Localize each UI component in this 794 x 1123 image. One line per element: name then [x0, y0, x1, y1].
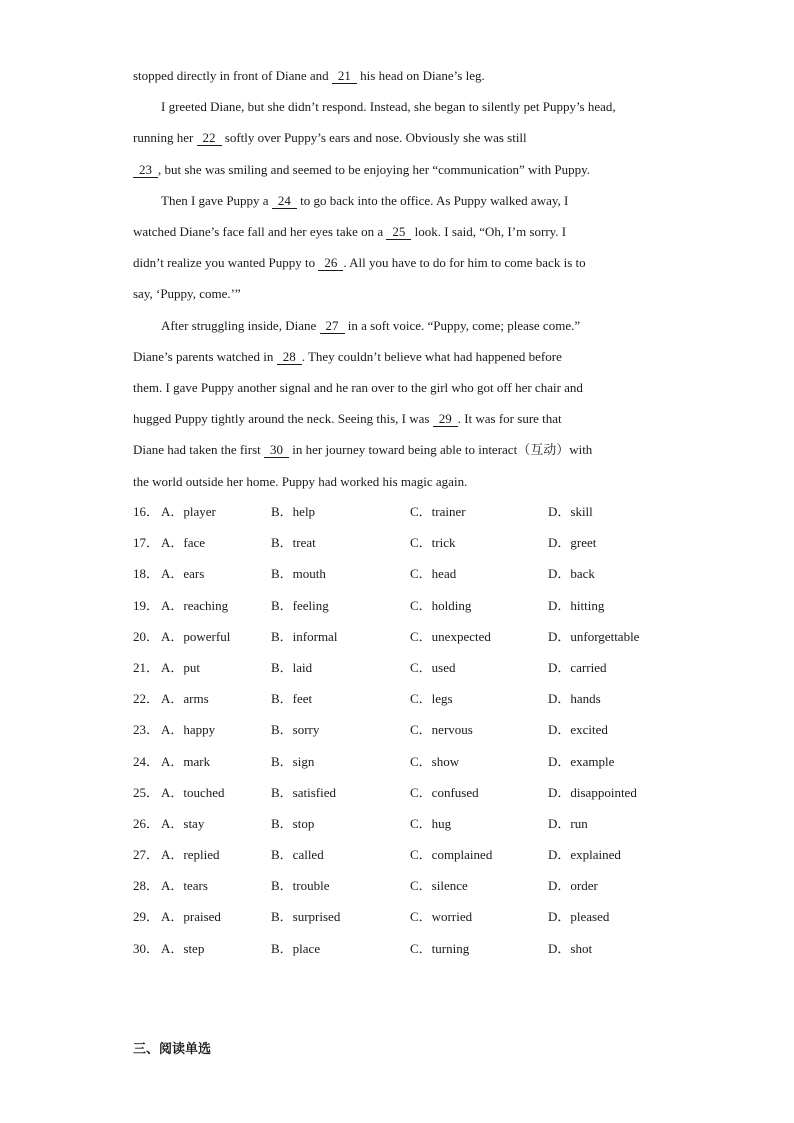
option-c: C．used: [410, 659, 456, 675]
option-a: A．happy: [161, 722, 216, 738]
blank-number: 29: [433, 412, 458, 427]
question-number: 30．: [133, 940, 160, 956]
passage-line: [133, 434, 661, 465]
blank-number: 26: [318, 256, 343, 271]
passage-line: [133, 122, 661, 153]
option-d: D．carried: [548, 659, 607, 675]
passage-text: in her journey toward being able to interact（互动）with: [289, 442, 593, 458]
option-c: C．confused: [410, 784, 479, 800]
option-d: D．skill: [548, 504, 593, 519]
passage-line: [133, 341, 661, 372]
question-row: [133, 562, 693, 593]
passage-text: , but she was smiling and seemed to be enjoying her “communication” with Puppy.: [158, 161, 591, 177]
option-c: C．unexpected: [410, 628, 491, 644]
option-b: B．surprised: [271, 909, 341, 925]
option-d: D．excited: [548, 722, 608, 738]
option-a: A．reaching: [161, 597, 229, 613]
question-row: [133, 687, 693, 718]
option-c: C．trick: [410, 535, 456, 551]
option-a: A．stay: [161, 815, 205, 831]
question-row: [133, 905, 693, 936]
question-number: 23．: [133, 722, 160, 738]
passage-line: [133, 247, 661, 278]
blank-number: 28: [277, 350, 302, 365]
cloze-passage: [133, 60, 661, 497]
passage-text: softly over Puppy’s ears and nose. Obviously she was still: [221, 130, 527, 146]
option-c: C．head: [410, 566, 457, 582]
question-row: [133, 625, 693, 656]
passage-text: Then I gave Puppy a: [161, 192, 272, 208]
option-b: B．mouth: [271, 566, 326, 582]
question-number: 24．: [133, 753, 160, 769]
option-b: B．trouble: [271, 878, 330, 894]
blank-number: 30: [264, 443, 289, 458]
option-a: A．tears: [161, 878, 208, 894]
option-d: D．hitting: [548, 597, 605, 613]
question-row: [133, 500, 693, 531]
passage-text: Diane had taken the first: [133, 442, 265, 458]
passage-line: [133, 154, 661, 185]
blank-number: 23: [133, 163, 158, 178]
passage-text: watched Diane’s face fall and her eyes take on a: [133, 224, 387, 240]
question-number: 21．: [133, 659, 160, 675]
question-row: [133, 750, 693, 781]
blank-number: 25: [386, 225, 411, 240]
question-number: 27．: [133, 847, 160, 863]
passage-text: to go back into the office. As Puppy walked away, I: [296, 192, 569, 208]
option-c: C．complained: [410, 847, 493, 863]
option-d: D．unforgettable: [548, 628, 640, 644]
passage-line: [133, 310, 661, 341]
option-c: C．trainer: [410, 504, 466, 519]
passage-text: in a soft voice. “Puppy, come; please come.”: [344, 317, 581, 333]
question-number: 17．: [133, 535, 160, 551]
option-c: C．turning: [410, 940, 470, 956]
option-b: B．laid: [271, 659, 313, 675]
option-c: C．holding: [410, 597, 472, 613]
option-a: A．face: [161, 535, 206, 551]
option-b: B．stop: [271, 815, 315, 831]
option-a: A．arms: [161, 691, 209, 707]
passage-text: . It was for sure that: [457, 411, 562, 427]
question-number: 28．: [133, 878, 160, 894]
passage-text: After struggling inside, Diane: [161, 317, 320, 333]
option-c: C．legs: [410, 691, 453, 707]
passage-line: [133, 278, 661, 309]
blank-number: 22: [197, 131, 222, 146]
option-a: A．player: [161, 504, 216, 519]
option-a: A．powerful: [161, 628, 231, 644]
option-a: A．replied: [161, 847, 220, 863]
option-d: D．hands: [548, 691, 601, 707]
option-c: C．worried: [410, 909, 473, 925]
section-heading: 三、阅读单选: [133, 1042, 212, 1057]
question-row: [133, 937, 693, 968]
option-a: A．step: [161, 940, 205, 956]
option-b: B．sign: [271, 753, 315, 769]
option-c: C．nervous: [410, 722, 473, 738]
option-b: B．feeling: [271, 597, 329, 613]
passage-line: [133, 216, 661, 247]
passage-text: them. I gave Puppy another signal and he ran over to the girl who got off her chair and: [133, 380, 583, 396]
passage-line: [133, 185, 661, 216]
option-d: D．disappointed: [548, 784, 637, 800]
passage-line: [133, 91, 661, 122]
option-b: B．treat: [271, 535, 316, 551]
option-c: C．silence: [410, 878, 468, 894]
option-d: D．run: [548, 815, 588, 831]
passage-text: look. I said, “Oh, I’m sorry. I: [411, 224, 567, 240]
option-d: D．order: [548, 878, 598, 894]
question-row: [133, 781, 693, 812]
option-a: A．touched: [161, 784, 225, 800]
option-b: B．feet: [271, 691, 313, 707]
option-b: B．satisfied: [271, 784, 336, 800]
passage-text: hugged Puppy tightly around the neck. Seeing this, I was: [133, 411, 433, 427]
question-number: 18．: [133, 566, 160, 582]
question-row: [133, 812, 693, 843]
passage-text: I greeted Diane, but she didn’t respond. Instead, she began to silently pet Puppy’s head,: [161, 99, 616, 115]
option-b: B．called: [271, 847, 324, 863]
option-b: B．informal: [271, 628, 338, 644]
option-d: D．explained: [548, 847, 621, 863]
question-row: [133, 656, 693, 687]
passage-text: . They couldn’t believe what had happened before: [301, 348, 562, 364]
passage-line: [133, 466, 661, 497]
question-row: [133, 531, 693, 562]
blank-number: 27: [320, 319, 345, 334]
question-number: 26．: [133, 815, 160, 831]
answer-options: [133, 500, 693, 968]
option-d: D．shot: [548, 940, 593, 956]
question-row: [133, 843, 693, 874]
passage-text: his head on Diane’s leg.: [356, 68, 485, 83]
option-a: A．mark: [161, 753, 211, 769]
question-number: 22．: [133, 691, 160, 707]
passage-text: running her: [133, 130, 197, 146]
option-b: B．sorry: [271, 722, 320, 738]
option-d: D．example: [548, 753, 615, 769]
passage-text: . All you have to do for him to come back is to: [343, 255, 586, 271]
blank-number: 24: [272, 194, 297, 209]
passage-text: Diane’s parents watched in: [133, 348, 277, 364]
passage-line: [133, 372, 661, 403]
question-number: 25．: [133, 784, 160, 800]
option-a: A．praised: [161, 909, 221, 925]
question-row: [133, 718, 693, 749]
passage-line: [133, 60, 661, 91]
blank-number: 21: [332, 69, 357, 84]
passage-text: say, ‘Puppy, come.’”: [133, 286, 241, 302]
option-a: A．ears: [161, 566, 205, 582]
passage-text: the world outside her home. Puppy had worked his magic again.: [133, 473, 468, 489]
question-row: [133, 874, 693, 905]
question-number: 20．: [133, 628, 160, 644]
question-number: 19．: [133, 597, 160, 613]
option-b: B．place: [271, 940, 321, 956]
question-row: [133, 594, 693, 625]
option-d: D．pleased: [548, 909, 610, 925]
option-c: C．show: [410, 753, 460, 769]
passage-text: stopped directly in front of Diane and: [133, 68, 332, 83]
passage-line: [133, 403, 661, 434]
option-b: B．help: [271, 504, 316, 519]
option-d: D．greet: [548, 535, 597, 551]
option-d: D．back: [548, 566, 595, 582]
question-number: 16．: [133, 504, 160, 519]
option-a: A．put: [161, 659, 201, 675]
question-number: 29．: [133, 909, 160, 925]
option-c: C．hug: [410, 815, 452, 831]
passage-text: didn’t realize you wanted Puppy to: [133, 255, 319, 271]
